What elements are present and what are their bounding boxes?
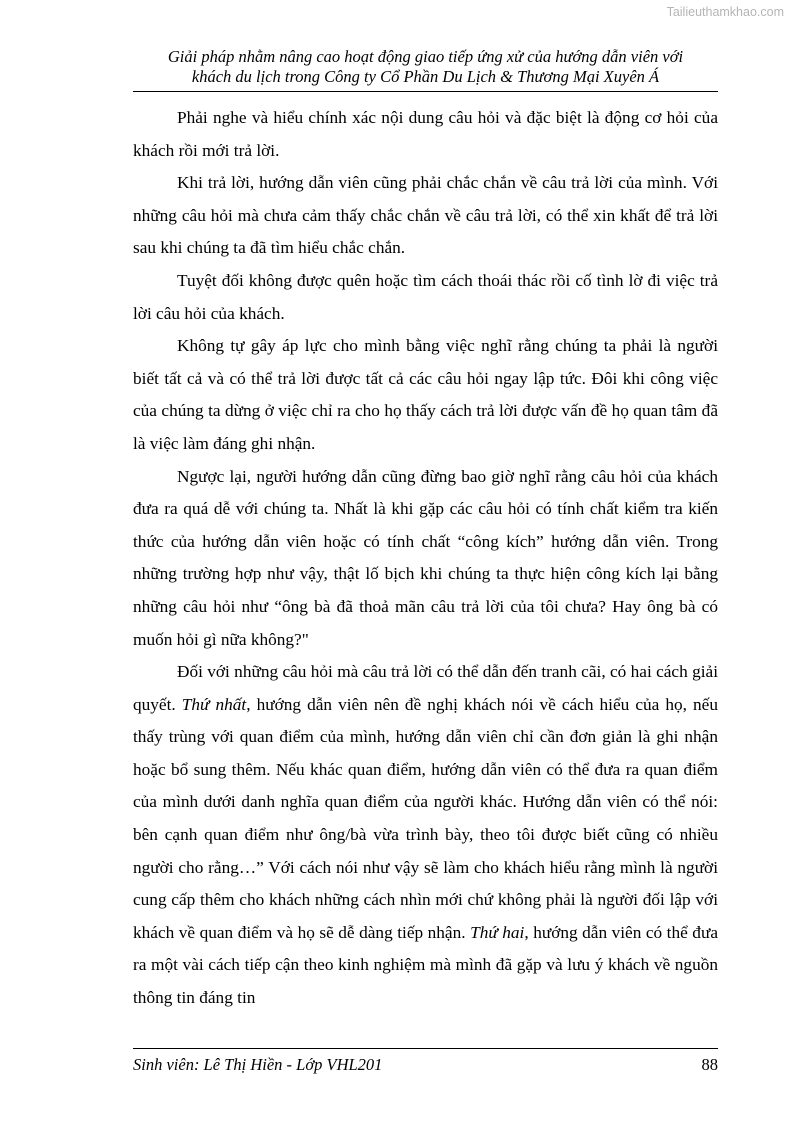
page-body xyxy=(133,102,718,1015)
first-method-label: Thứ nhất xyxy=(181,694,247,714)
header-line-1: Giải pháp nhằm nâng cao hoạt động giao tiếp ứng xử của hướng dẫn viên với xyxy=(167,47,684,66)
second-method-label: Thứ hai xyxy=(470,922,525,942)
paragraph-5: Ngược lại, người hướng dẫn cũng đừng bao giờ nghĩ rằng câu hỏi của khách đưa ra quá dễ với chúng ta. Nhất là khi gặp các câu hỏi có tính chất kiểm tra kiến thức của hướng dẫn viên hoặc có tính chất “công kích” hướng dẫn viên. Trong những trường hợp như vậy, thật lố bịch khi chúng ta thực hiện công kích lại bằng những câu hỏi như “ông bà đã thoả mãn câu trả lời của tôi chưa? Hay ông bà có muốn hỏi gì nữa không?" xyxy=(133,466,718,649)
paragraph-6-text-b: , hướng dẫn viên nên đề nghị khách nói về cách hiểu của họ, nếu thấy trùng với quan điểm của mình, hướng dẫn viên chỉ cần đơn giản là ghi nhận hoặc bổ sung thêm. Nếu khác quan điểm, hướng dẫn viên có thể đưa ra quan điểm của mình dưới danh nghĩa quan điểm của người khác. Hướng dẫn viên có thể nói: bên cạnh quan điểm như ông/bà vừa trình bày, theo tôi được biết cũng có nhiều người cho rằng…” Với cách nói như vậy sẽ làm cho khách hiểu rằng mình là người cung cấp thêm cho khách những cách nhìn mới chứ không phải là người đối lập với khách về quan điểm và họ sẽ dễ dàng tiếp nhận. xyxy=(133,694,718,942)
running-header xyxy=(133,47,718,87)
header-divider xyxy=(133,91,718,92)
paragraph-4: Không tự gây áp lực cho mình bằng việc nghĩ rằng chúng ta phải là người biết tất cả và có thể trả lời được tất cả các câu hỏi ngay lập tức. Đôi khi công việc của chúng ta dừng ở việc chỉ ra cho họ thấy cách trả lời được vấn đề họ quan tâm đã là việc làm đáng ghi nhận. xyxy=(133,336,718,453)
paragraph-3: Tuyệt đối không được quên hoặc tìm cách thoái thác rồi cố tình lờ đi việc trả lời câu hỏi của khách. xyxy=(133,270,718,323)
paragraph-1: Phải nghe và hiểu chính xác nội dung câu hỏi và đặc biệt là động cơ hỏi của khách rồi mới trả lời. xyxy=(133,108,718,160)
footer-student-info: Sinh viên: Lê Thị Hiền - Lớp VHL201 xyxy=(133,1055,383,1074)
footer-divider xyxy=(133,1048,718,1049)
paragraph-6-text-a: Đối với những câu hỏi mà câu trả lời có thể dẫn đến tranh cãi, có hai cách giải quyết. xyxy=(133,662,718,714)
paragraph-6 xyxy=(133,656,718,1015)
paragraph-2: Khi trả lời, hướng dẫn viên cũng phải chắc chắn về câu trả lời của mình. Với những câu hỏi mà chưa cảm thấy chắc chắn về câu trả lời, có thể xin khất để trả lời sau khi chúng ta đã tìm hiểu chắc chắn. xyxy=(133,173,718,258)
watermark: Tailieuthamkhao.com xyxy=(666,5,784,19)
header-line-2: khách du lịch trong Công ty Cổ Phần Du Lịch & Thương Mại Xuyên Á xyxy=(191,67,660,86)
page-number: 88 xyxy=(701,1055,718,1074)
paragraph-6-text-c: , hướng dẫn viên có thể đưa ra một vài cách tiếp cận theo kinh nghiệm mà mình đã gặp và lưu ý khách về nguồn thông tin đáng tin xyxy=(133,922,718,1008)
